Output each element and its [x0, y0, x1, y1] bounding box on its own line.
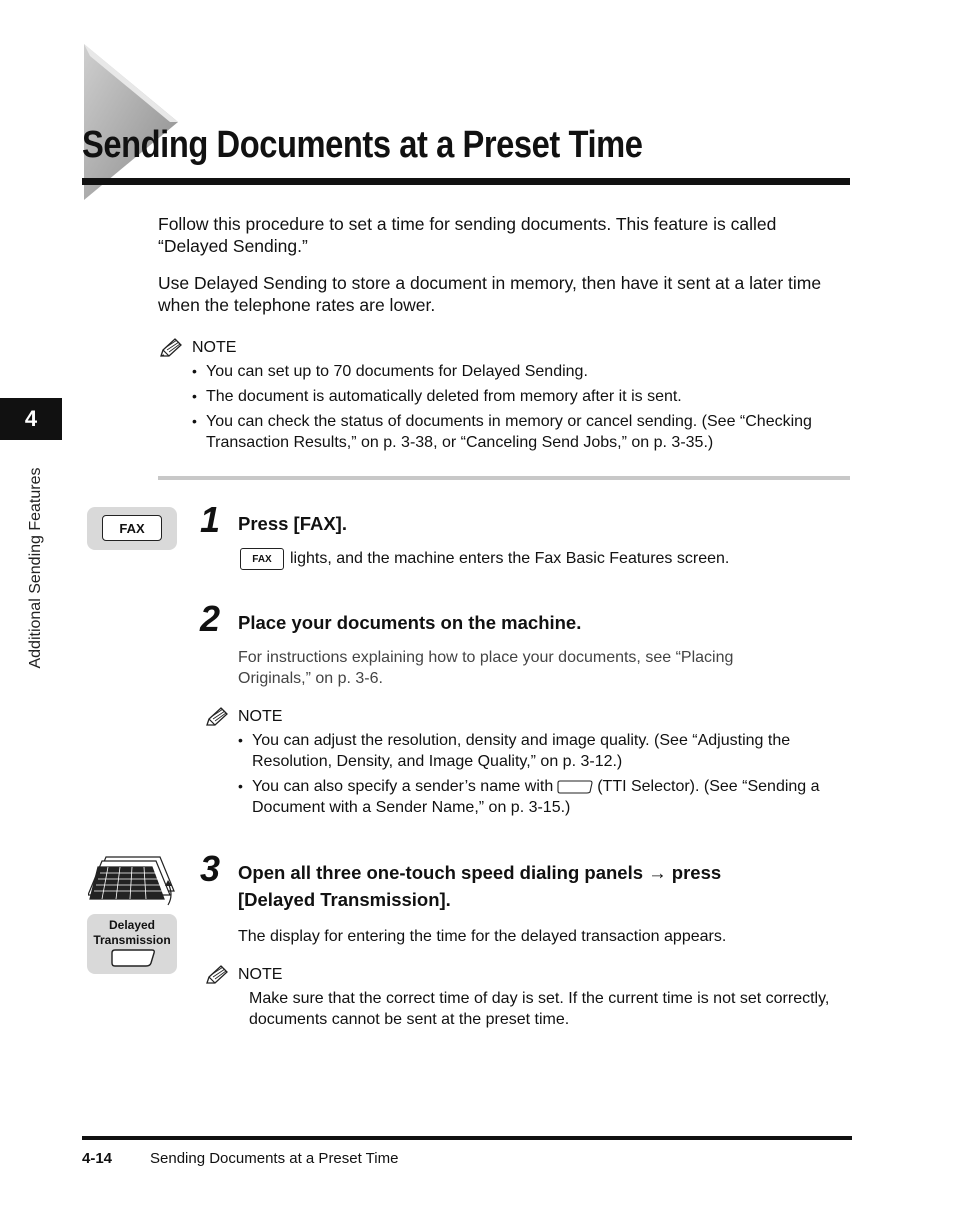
delayed-transmission-key-illustration: [87, 914, 177, 974]
footer-rule: [82, 1136, 852, 1140]
pencil-icon: [158, 337, 184, 359]
step-body: For instructions explaining how to place your documents, see “Placing Originals,” on p. 3-6.: [238, 649, 734, 687]
note-label: NOTE: [238, 966, 283, 983]
title-rule: [82, 178, 850, 185]
fax-key-illustration: [87, 507, 177, 550]
intro-paragraph-2: Use Delayed Sending to store a document in memory, then have it sent at a later time when the telephone rates are lower.: [158, 273, 822, 315]
note-list: [238, 730, 850, 818]
chapter-side-label: Additional Sending Features: [27, 467, 44, 669]
step-title-part: [Delayed Transmission].: [238, 889, 451, 910]
note-list: [192, 361, 848, 453]
step-body-text: lights, and the machine enters the Fax Basic Features screen.: [290, 550, 730, 568]
step-number: 2: [200, 598, 221, 639]
list-item: • The document is automatically deleted from memory after it is sent.: [192, 386, 848, 407]
section-divider: [158, 476, 850, 480]
step-body: The display for entering the time for the delayed transaction appears.: [238, 928, 727, 945]
note-heading: [158, 337, 848, 359]
pencil-icon: [204, 706, 230, 728]
intro-paragraph-1: Follow this procedure to set a time for sending documents. This feature is called “Delayed Sending.”: [158, 214, 777, 256]
note-block-intro: [158, 337, 848, 457]
note-heading: [204, 706, 850, 728]
footer-title: Sending Documents at a Preset Time: [150, 1150, 399, 1167]
step-title: Place your documents on the machine.: [238, 612, 582, 633]
list-item-text: You can also specify a sender’s name with: [252, 778, 554, 795]
note-block-step2: [204, 706, 850, 822]
note-text: Make sure that the correct time of day is set. If the current time is not set correctly, documents cannot be sent at the preset time.: [249, 990, 830, 1028]
chapter-tab: 4: [0, 398, 62, 440]
note-label: NOTE: [238, 708, 283, 725]
note-label: NOTE: [192, 339, 237, 356]
step-body: [240, 548, 729, 570]
fax-key: FAX: [102, 515, 162, 541]
list-item: [238, 776, 850, 818]
one-touch-panel-icon: [88, 855, 178, 909]
list-item: • You can adjust the resolution, density and image quality. (See “Adjusting the Resolution, Density, and Image Quality,” on p. 3-12.): [238, 730, 850, 772]
tti-selector-key-icon: [557, 780, 593, 794]
key-caption-line-1: Delayed: [108, 918, 156, 932]
step-number: 3: [200, 848, 221, 889]
note-block-step3: [204, 964, 850, 1030]
step-number: 1: [200, 499, 221, 540]
page-title: Sending Documents at a Preset Time: [82, 124, 643, 166]
list-item: • You can set up to 70 documents for Delayed Sending.: [192, 361, 848, 382]
note-heading: [204, 964, 850, 986]
key-caption: [87, 918, 177, 948]
step-title-part: press: [671, 862, 722, 883]
page-number: 4-14: [82, 1150, 113, 1167]
key-caption-line-2: Transmission: [93, 933, 171, 947]
delayed-transmission-key-icon: [110, 949, 156, 967]
step-title: [238, 859, 838, 913]
fax-key-icon: FAX: [240, 548, 284, 570]
pencil-icon: [204, 964, 230, 986]
step-title: Press [FAX].: [238, 513, 347, 534]
step-title-part: Open all three one-touch speed dialing panels: [238, 862, 644, 883]
list-item-text: (TTI Selector). (See “Sending a Document with a Sender Name,” on p. 3-15.): [252, 778, 820, 816]
arrow-icon: →: [648, 862, 667, 883]
list-item: • You can check the status of documents in memory or cancel sending. (See “Checking Transaction Results,” on p. 3-38, or “Canceling Send Jobs,” on p. 3-35.): [192, 411, 848, 453]
